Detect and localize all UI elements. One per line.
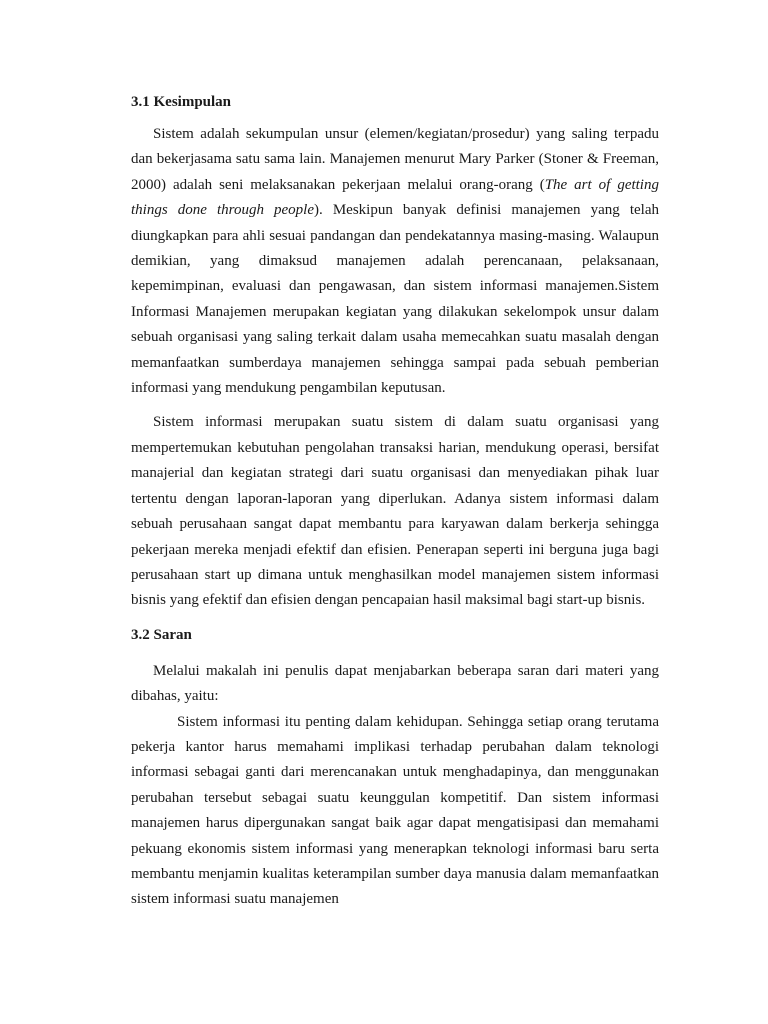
- section-heading-kesimpulan: 3.1 Kesimpulan: [131, 94, 232, 110]
- document-page: [131, 88, 659, 913]
- paragraph-saran-2: Sistem informasi itu penting dalam kehidupan. Sehingga setiap orang terutama pekerja kantor harus memahami implikasi terhadap perubahan dalam teknologi informasi sebagai ganti dari merencanakan untuk menghadapinya, dan menggunakan perubahan tersebut sebagai suatu keunggulan kompetitif. Dan sistem informasi manajemen harus dipergunakan sangat baik agar dapat mengatisipasi dan memahami pekuang ekonomis sistem informasi yang menerapkan teknologi informasi baru serta membantu menjamin kualitas keterampilan sumber daya manusia dalam memanfaatkan sistem informasi suatu manajemen: [131, 713, 659, 908]
- paragraph-italic-text: The art of getting things done through people: [131, 176, 659, 219]
- paragraph-text: ). Meskipun banyak definisi manajemen yang telah diungkapkan para ahli sesuai pandangan dan pendekatannya masing-masing. Walaupun demikian, yang dimaksud manajemen adalah perencanaan, pelaksanaan, kepemimpinan, evaluasi dan pengawasan, dan sistem informasi manajemen.Sistem Informasi Manajemen merupakan kegiatan yang dilakukan sekelompok unsur dalam sebuah organisasi yang saling terkait dalam usaha memecahkan suatu masalah dengan memanfaatkan sumberdaya manajemen sehingga sampai pada sebuah pemberian informasi yang mendukung pengambilan keputusan.: [131, 202, 659, 397]
- paragraph-saran-1: Melalui makalah ini penulis dapat menjabarkan beberapa saran dari materi yang dibahas, yaitu:: [131, 662, 659, 705]
- paragraph-text: Sistem adalah sekumpulan unsur (elemen/kegiatan/prosedur) yang saling terpadu dan bekerjasama satu sama lain. Manajemen menurut Mary Parker (Stoner & Freeman, 2000) adalah seni melaksanakan pekerjaan melalui orang-orang (: [131, 126, 659, 193]
- paragraph-kesimpulan-1: [131, 122, 659, 401]
- section-heading-saran: 3.2 Saran: [131, 626, 192, 643]
- paragraph-kesimpulan-2: Sistem informasi merupakan suatu sistem di dalam suatu organisasi yang mempertemukan kebutuhan pengolahan transaksi harian, mendukung operasi, bersifat manajerial dan kegiatan strategi dari suatu organisasi dan menyediakan pihak luar tertentu dengan laporan-laporan yang diperlukan. Adanya sistem informasi dalam sebuah perusahaan sangat dapat membantu para karyawan dalam berkerja sehingga pekerjaan mereka menjadi efektif dan efisien. Penerapan seperti ini berguna juga bagi perusahaan start up dimana untuk menghasilkan model manajemen sistem informasi bisnis yang efektif dan efisien dengan pencapaian hasil maksimal bagi start-up bisnis.: [131, 414, 659, 609]
